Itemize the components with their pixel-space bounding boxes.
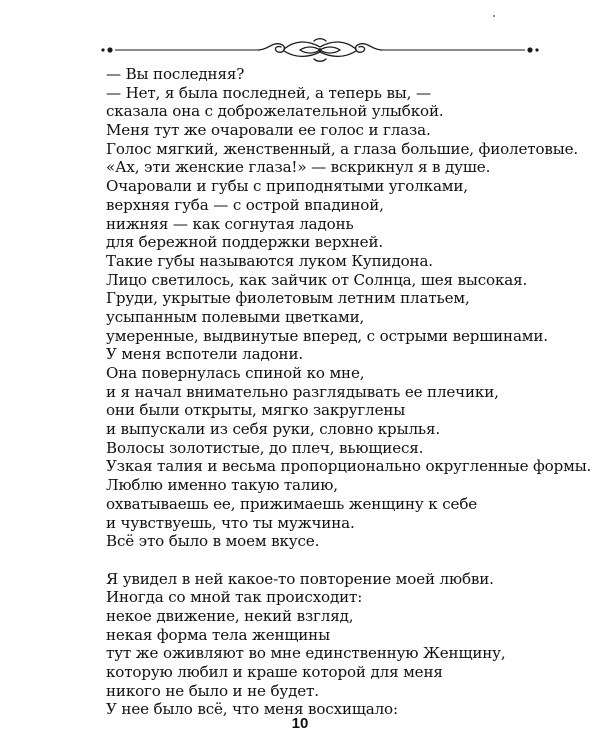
text-line: никого не было и не будет. [106, 681, 319, 700]
stanza-1 [106, 65, 592, 551]
text-line: охватываешь ее, прижимаешь женщину к себе [106, 494, 478, 513]
text-line: Очаровали и губы с приподнятыми уголками, [106, 177, 468, 196]
text-line: для бережной поддержки верхней. [106, 233, 384, 252]
text-line: Иногда со мной так происходит: [106, 588, 363, 607]
text-line: Такие губы называются луком Купидона. [106, 251, 433, 270]
text-line: — Вы последняя? [106, 65, 245, 83]
text-line: и выпускали из себя руки, словно крылья. [106, 420, 440, 439]
text-line: «Ах, эти женские глаза!» — вскрикнул я в душе. [106, 158, 491, 177]
text-line: Узкая талия и весьма пропорционально округленные формы. [106, 457, 592, 476]
page-number: 10 [291, 715, 309, 732]
text-line: и я начал внимательно разглядывать ее плечики, [106, 382, 499, 401]
text-line: Лицо светилось, как зайчик от Солнца, шея высокая. [106, 270, 528, 289]
poem-text [106, 65, 592, 719]
text-line: Голос мягкий, женственный, а глаза большие, фиолетовые. [106, 139, 579, 158]
text-line: и чувствуешь, что ты мужчина. [106, 513, 355, 532]
decorative-divider-icon [100, 36, 540, 62]
text-line: усыпанным полевыми цветками, [106, 307, 365, 326]
stanza-2 [106, 570, 566, 720]
text-line: Меня тут же очаровали ее голос и глаза. [106, 121, 431, 140]
text-line: Груди, укрытые фиолетовым летним платьем, [106, 289, 470, 308]
text-line: Всё это было в моем вкусе. [106, 532, 320, 551]
text-line: сказала она с доброжелательной улыбкой. [106, 102, 444, 121]
text-line: Она повернулась спиной ко мне, [106, 364, 365, 382]
print-speck [493, 15, 495, 17]
text-line: умеренные, выдвинутые вперед, с острыми вершинами. [106, 326, 548, 345]
text-line: верхняя губа — с острой впадиной, [106, 195, 384, 214]
text-line: Волосы золотистые, до плеч, вьющиеся. [106, 438, 424, 457]
text-line: которую любил и краше которой для меня [106, 663, 443, 681]
text-line: Люблю именно такую талию, [106, 476, 338, 495]
text-line: Я увидел в ней какое-то повторение моей любви. [106, 569, 494, 588]
stanza-break [106, 551, 566, 570]
text-line: — Нет, я была последней, а теперь вы, — [106, 83, 431, 102]
text-line: нижняя — как согнутая ладонь [106, 214, 354, 233]
text-line: У нее было всё, что меня восхищало: [106, 700, 398, 719]
text-line: тут же оживляют во мне единственную Женщину, [106, 644, 506, 663]
text-line: некое движение, некий взгляд, [106, 606, 354, 625]
text-line: они были открыты, мягко закруглены [106, 401, 406, 420]
text-line: некая форма тела женщины [106, 625, 330, 644]
text-line: У меня вспотели ладони. [106, 345, 304, 364]
